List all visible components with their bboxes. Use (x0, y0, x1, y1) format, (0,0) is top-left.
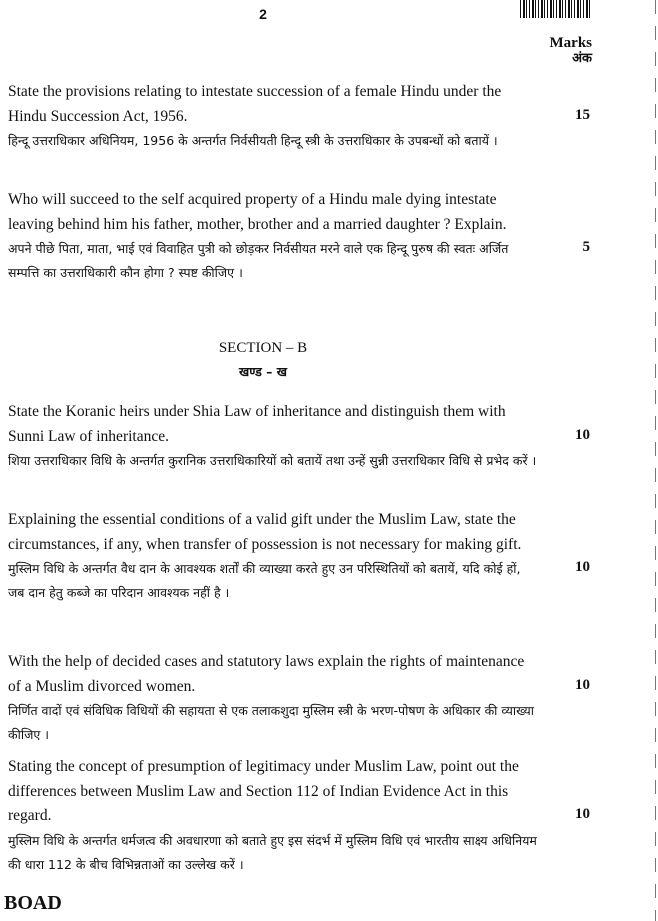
question-5 (8, 650, 590, 747)
question-1 (8, 80, 590, 153)
question-4-marks: 10 (575, 559, 590, 575)
question-2-hindi: अपने पीछे पिता, माता, भाई एवं विवाहित पुत्री को छोड़कर निर्वसीयत मरने वाले एक हिन्दू पुरुष की स्वतः अर्जित सम्पत्ति का उत्तराधिकारी कौन होगा ? स्पष्ट कीजिए । (8, 241, 509, 280)
question-1-english: State the provisions relating to intestate succession of a female Hindu under the Hindu Succession Act, 1956. (8, 83, 502, 125)
question-3 (8, 400, 590, 473)
marks-header (550, 35, 593, 67)
section-title-hindi: खण्ड – ख (238, 364, 288, 379)
question-3-hindi: शिया उत्तराधिकार विधि के अन्तर्गत कुरानिक उत्तराधिकारियों को बतायें तथा उन्हें सुन्नी उत्तराधिकार विधि से प्रभेद करें । (8, 453, 537, 468)
question-6-hindi: मुस्लिम विधि के अन्तर्गत धर्मजत्व की अवधारणा को बताते हुए इस संदर्भ में मुस्लिम विधि एवं भारतीय साक्ष्य अधिनियम की धारा 112 के बीच विभिन्नताओं का उल्लेख करें । (8, 832, 537, 872)
page-number: 2 (259, 6, 267, 22)
question-5-hindi: निर्णित वादों एवं संविधिक विधियों की सहायता से एक तलाकशुदा मुस्लिम स्त्री के भरण-पोषण के अधिकार की व्याख्या कीजिए । (8, 703, 534, 742)
barcode (520, 0, 590, 18)
question-2 (8, 188, 590, 285)
section-title: SECTION – B (218, 340, 308, 356)
question-4-hindi: मुस्लिम विधि के अन्तर्गत वैध दान के आवश्यक शर्तों की व्याख्या करते हुए उन परिस्थितियों को बतायें, यदि कोई हों, जब दान हेतु कब्जे का परिदान आवश्यक नहीं है । (8, 561, 521, 600)
question-6 (8, 755, 590, 877)
question-2-english: Who will succeed to the self acquired property of a Hindu male dying intestate leaving behind him his father, mother, brother and a married daughter ? Explain. (8, 191, 507, 233)
question-3-english: State the Koranic heirs under Shia Law of inheritance and distinguish them with Sunni Law of inheritance. (8, 403, 506, 445)
question-6-marks: 10 (575, 806, 590, 822)
question-5-marks: 10 (575, 677, 590, 693)
question-4-english: Explaining the essential conditions of a valid gift under the Muslim Law, state the circumstances, if any, when transfer of possession is not necessary for making gift. (8, 511, 522, 553)
question-5-english: With the help of decided cases and statutory laws explain the rights of maintenance of a Muslim divorced women. (8, 653, 525, 695)
page-edge (655, 0, 656, 921)
marks-label-hi: अंक (572, 51, 592, 66)
marks-label-en: Marks (549, 35, 592, 51)
question-1-hindi: हिन्दू उत्तराधिकार अधिनियम, 1956 के अन्तर्गत निर्वसीयती हिन्दू स्त्री के उत्तराधिकार के उपबन्धों को बतायें । (8, 133, 498, 148)
question-3-marks: 10 (575, 427, 590, 443)
question-6-english: Stating the concept of presumption of legitimacy under Muslim Law, point out the differences between Muslim Law and Section 112 of Indian Evidence Act in this regard. (8, 758, 519, 824)
question-2-marks: 5 (582, 239, 590, 255)
question-4 (8, 508, 590, 605)
question-1-marks: 15 (575, 107, 590, 123)
footer-text: BOAD (4, 892, 62, 914)
